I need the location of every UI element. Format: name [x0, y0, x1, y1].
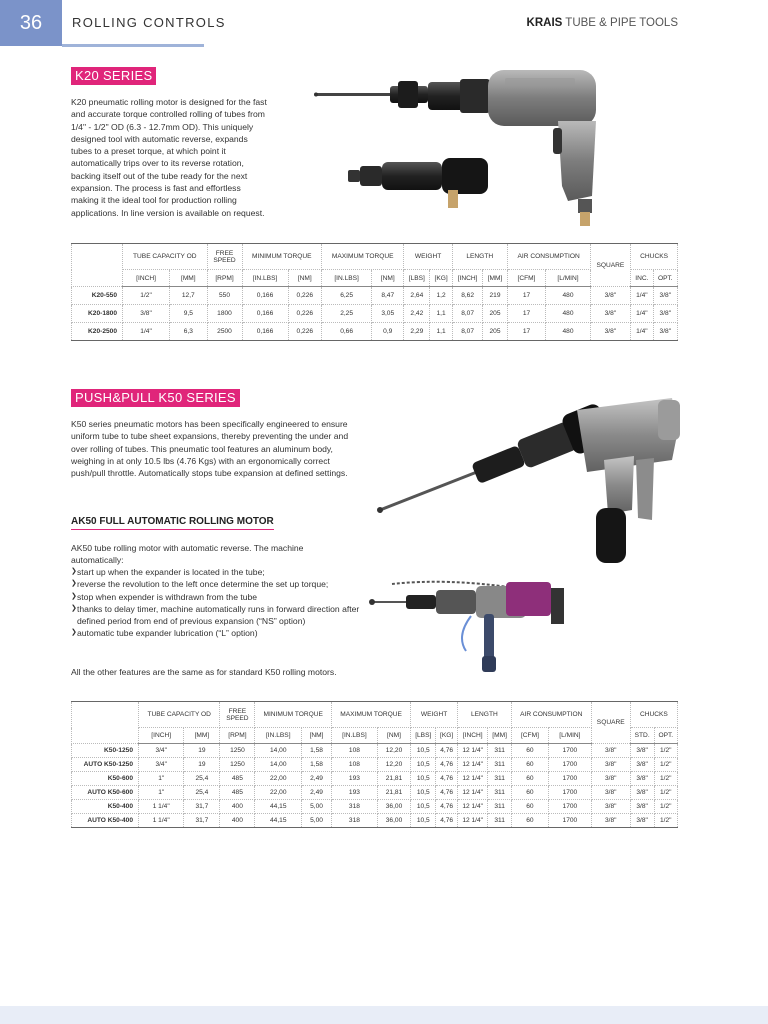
- model-name-cell: K50-400: [72, 800, 139, 814]
- table-cell: 3/8": [590, 323, 631, 341]
- table-cell: 2,29: [404, 323, 430, 341]
- model-name-cell: AUTO K50-400: [72, 814, 139, 828]
- k20-tube-capacity-header: TUBE CAPACITY OD: [123, 244, 208, 270]
- table-cell: 1700: [549, 800, 592, 814]
- table-cell: 3/8": [591, 800, 630, 814]
- ak50-bullet-text: reverse the revolution to the left once determine the set up torque;: [77, 579, 329, 590]
- table-cell: 5,00: [302, 800, 332, 814]
- table-cell: 44,15: [255, 814, 302, 828]
- k20-square-header: SQUARE: [590, 244, 631, 287]
- table-cell: 318: [332, 814, 378, 828]
- table-cell: 0,166: [242, 323, 288, 341]
- k20-unit: [L/MIN]: [546, 270, 590, 287]
- table-cell: 4,76: [436, 772, 458, 786]
- k50-unit: [RPM]: [220, 728, 255, 744]
- table-row: [72, 786, 678, 800]
- table-cell: 14,00: [255, 758, 302, 772]
- k50-free-speed-header: FREE SPEED: [220, 702, 255, 728]
- table-cell: 31,7: [184, 814, 220, 828]
- table-cell: 14,00: [255, 744, 302, 758]
- table-cell: 1/4": [631, 305, 653, 323]
- table-cell: 12 1/4": [457, 772, 488, 786]
- table-cell: 1,58: [302, 758, 332, 772]
- table-cell: 10,5: [411, 758, 436, 772]
- k20-unit: [MM]: [170, 270, 207, 287]
- table-cell: 12,20: [377, 744, 410, 758]
- table-cell: 480: [546, 287, 590, 305]
- k50-tube-capacity-header: TUBE CAPACITY OD: [139, 702, 220, 728]
- table-cell: 36,00: [377, 814, 410, 828]
- table-row: [72, 323, 678, 341]
- k50-air-header: AIR CONSUMPTION: [511, 702, 591, 728]
- table-cell: 25,4: [184, 772, 220, 786]
- table-cell: 2,42: [404, 305, 430, 323]
- k50-unit: [LBS]: [411, 728, 436, 744]
- k20-unit: [CFM]: [507, 270, 546, 287]
- table-cell: 0,226: [288, 305, 322, 323]
- table-cell: 12,20: [377, 758, 410, 772]
- k20-weight-header: WEIGHT: [404, 244, 453, 270]
- k50-unit: [INCH]: [457, 728, 488, 744]
- table-cell: 4,76: [436, 786, 458, 800]
- bullet-icon: ❯: [71, 604, 77, 612]
- table-cell: 311: [488, 758, 511, 772]
- k20-unit: [KG]: [430, 270, 452, 287]
- k50-description: K50 series pneumatic motors has been specifically engineered to ensure uniform tube to tube sheet expansions, thereby preventing the under and over rolling of tubes. This pneumatic tool features an aluminum body, weighing in at only 10.5 lbs (4.76 Kgs) with an ergonomically correct push/pull throttle. Automatically stops tube expansion at defined settings.: [71, 419, 349, 479]
- table-cell: 1800: [207, 305, 242, 323]
- table-cell: 3/4": [139, 758, 184, 772]
- table-cell: 60: [511, 800, 548, 814]
- k20-unit: OPT.: [653, 270, 677, 287]
- bullet-icon: ❯: [71, 580, 77, 588]
- table-cell: 311: [488, 786, 511, 800]
- table-cell: 3/8": [590, 305, 631, 323]
- table-cell: 1,2: [430, 287, 452, 305]
- k50-model-header: [72, 702, 139, 744]
- table-cell: 3/8": [590, 287, 631, 305]
- table-cell: 17: [507, 323, 546, 341]
- table-cell: 3/8": [591, 814, 630, 828]
- table-cell: 19: [184, 744, 220, 758]
- page-number: 36: [0, 0, 62, 46]
- table-cell: 12 1/4": [457, 758, 488, 772]
- table-cell: 1/2": [654, 814, 677, 828]
- list-item: [71, 566, 371, 578]
- k50-unit: [INCH]: [139, 728, 184, 744]
- k20-unit: [IN.LBS]: [322, 270, 372, 287]
- table-cell: 8,07: [452, 305, 483, 323]
- table-cell: 108: [332, 758, 378, 772]
- table-cell: 6,25: [322, 287, 372, 305]
- table-cell: 318: [332, 800, 378, 814]
- table-cell: 3/8": [630, 786, 654, 800]
- k50-tool-image: [372, 390, 688, 568]
- table-cell: 1,58: [302, 744, 332, 758]
- ak50-bullet-list: [71, 566, 371, 640]
- table-cell: 3/8": [630, 800, 654, 814]
- table-cell: 3/8": [630, 772, 654, 786]
- table-cell: 0,226: [288, 323, 322, 341]
- section-title: ROLLING CONTROLS: [72, 15, 226, 30]
- section-underline: [62, 44, 204, 47]
- k50-unit: [MM]: [184, 728, 220, 744]
- list-item: [71, 603, 371, 628]
- table-cell: 10,5: [411, 814, 436, 828]
- table-cell: 4,76: [436, 758, 458, 772]
- model-name-cell: K20-1800: [72, 305, 123, 323]
- model-name-cell: K20-550: [72, 287, 123, 305]
- bullet-icon: ❯: [71, 568, 77, 575]
- table-cell: 205: [483, 305, 507, 323]
- table-cell: 1,1: [430, 305, 452, 323]
- table-cell: 2,64: [404, 287, 430, 305]
- table-cell: 550: [207, 287, 242, 305]
- k20-spec-table: [71, 243, 678, 341]
- table-row: [72, 772, 678, 786]
- table-cell: 8,62: [452, 287, 483, 305]
- table-cell: 6,3: [170, 323, 207, 341]
- table-cell: 311: [488, 800, 511, 814]
- table-cell: 8,07: [452, 323, 483, 341]
- table-cell: 12 1/4": [457, 786, 488, 800]
- ak50-bullet-text: thanks to delay timer, machine automatically runs in forward direction after defined period from end of previous expansion (“NS” option): [77, 603, 360, 627]
- table-cell: 1700: [549, 758, 592, 772]
- table-cell: 1/2": [654, 758, 677, 772]
- table-cell: 1700: [549, 786, 592, 800]
- table-cell: 3/8": [653, 323, 677, 341]
- table-cell: 4,76: [436, 744, 458, 758]
- k20-unit: [INCH]: [123, 270, 170, 287]
- table-cell: 3/8": [591, 786, 630, 800]
- table-row: [72, 800, 678, 814]
- table-cell: 311: [488, 772, 511, 786]
- k20-unit: [LBS]: [404, 270, 430, 287]
- table-cell: 1250: [220, 744, 255, 758]
- brand-label: [527, 17, 678, 29]
- table-cell: 400: [220, 814, 255, 828]
- table-cell: 22,00: [255, 772, 302, 786]
- table-cell: 0,226: [288, 287, 322, 305]
- k50-unit: [NM]: [377, 728, 410, 744]
- table-cell: 2,25: [322, 305, 372, 323]
- table-cell: 1": [139, 772, 184, 786]
- k20-max-torque-header: MAXIMUM TORQUE: [322, 244, 404, 270]
- k50-weight-header: WEIGHT: [411, 702, 458, 728]
- ak50-intro: AK50 tube rolling motor with automatic reverse. The machine automatically:: [71, 543, 304, 566]
- table-cell: 31,7: [184, 800, 220, 814]
- table-cell: 60: [511, 758, 548, 772]
- table-cell: 480: [546, 323, 590, 341]
- table-cell: 1 1/4": [139, 814, 184, 828]
- k50-spec-table: [71, 701, 678, 828]
- table-row: [72, 287, 678, 305]
- table-cell: 3/8": [653, 305, 677, 323]
- model-name-cell: AUTO K50-600: [72, 786, 139, 800]
- table-cell: 60: [511, 786, 548, 800]
- table-cell: 1/2": [654, 744, 677, 758]
- table-cell: 2,49: [302, 772, 332, 786]
- table-cell: 25,4: [184, 786, 220, 800]
- table-cell: 0,166: [242, 305, 288, 323]
- table-cell: 10,5: [411, 786, 436, 800]
- table-cell: 3/8": [630, 744, 654, 758]
- table-cell: 36,00: [377, 800, 410, 814]
- ak50-bullet-text: stop when expender is withdrawn from the tube: [77, 591, 258, 602]
- k50-min-torque-header: MINIMUM TORQUE: [255, 702, 332, 728]
- table-cell: 4,76: [436, 800, 458, 814]
- bullet-icon: ❯: [71, 592, 77, 600]
- table-cell: 17: [507, 305, 546, 323]
- table-cell: 21,81: [377, 772, 410, 786]
- table-cell: 3,05: [372, 305, 404, 323]
- k20-unit: [INCH]: [452, 270, 483, 287]
- table-cell: 2,49: [302, 786, 332, 800]
- table-cell: 485: [220, 772, 255, 786]
- table-cell: 0,9: [372, 323, 404, 341]
- k20-length-header: LENGTH: [452, 244, 507, 270]
- table-cell: 485: [220, 786, 255, 800]
- k20-air-header: AIR CONSUMPTION: [507, 244, 590, 270]
- table-cell: 9,5: [170, 305, 207, 323]
- table-cell: 3/8": [591, 744, 630, 758]
- k50-unit: [KG]: [436, 728, 458, 744]
- table-cell: 3/8": [653, 287, 677, 305]
- table-cell: 205: [483, 323, 507, 341]
- k50-max-torque-header: MAXIMUM TORQUE: [332, 702, 411, 728]
- table-cell: 3/8": [630, 814, 654, 828]
- ak50-tool-image: [366, 576, 566, 676]
- list-item: [71, 578, 371, 590]
- k20-unit: [NM]: [288, 270, 322, 287]
- table-cell: 311: [488, 744, 511, 758]
- k20-unit: INC.: [631, 270, 653, 287]
- model-name-cell: AUTO K50-1250: [72, 758, 139, 772]
- table-cell: 8,47: [372, 287, 404, 305]
- k50-unit: [NM]: [302, 728, 332, 744]
- table-cell: 4,76: [436, 814, 458, 828]
- k50-unit: OPT.: [654, 728, 677, 744]
- table-cell: 10,5: [411, 772, 436, 786]
- k20-description: K20 pneumatic rolling motor is designed for the fast and accurate torque controlled rolling of tubes from 1/4" - 1/2" OD (6.3 - 12.7mm OD). This uniquely designed tool with automatic reverse, expands tubes to a preset torque, at which point it automatically trips over to its reverse rotation, backing itself out of the tube ready for the next expansion. The process is fast and effortless making it the ideal tool for production rolling applications. In line version is available on request.: [71, 97, 267, 218]
- table-cell: 1700: [549, 772, 592, 786]
- table-cell: 1/2": [654, 800, 677, 814]
- table-cell: 1/2": [654, 786, 677, 800]
- table-cell: 0,66: [322, 323, 372, 341]
- k50-chucks-header: CHUCKS: [630, 702, 677, 728]
- table-cell: 19: [184, 758, 220, 772]
- table-cell: 1/2": [123, 287, 170, 305]
- ak50-heading: AK50 FULL AUTOMATIC ROLLING MOTOR: [71, 516, 274, 530]
- table-cell: 108: [332, 744, 378, 758]
- table-cell: 1/4": [631, 323, 653, 341]
- table-cell: 21,81: [377, 786, 410, 800]
- table-cell: 219: [483, 287, 507, 305]
- model-name-cell: K50-600: [72, 772, 139, 786]
- table-cell: 1/4": [123, 323, 170, 341]
- k20-tool-image: [310, 66, 610, 236]
- table-cell: 311: [488, 814, 511, 828]
- table-cell: 1 1/4": [139, 800, 184, 814]
- table-row: [72, 758, 678, 772]
- table-cell: 3/8": [591, 772, 630, 786]
- table-cell: 44,15: [255, 800, 302, 814]
- table-cell: 12 1/4": [457, 800, 488, 814]
- table-cell: 3/8": [630, 758, 654, 772]
- k20-chucks-header: CHUCKS: [631, 244, 678, 270]
- table-cell: 60: [511, 772, 548, 786]
- k50-unit: STD.: [630, 728, 654, 744]
- table-cell: 60: [511, 814, 548, 828]
- k50-unit: [IN.LBS]: [332, 728, 378, 744]
- table-cell: 480: [546, 305, 590, 323]
- table-cell: 193: [332, 786, 378, 800]
- table-cell: 3/4": [139, 744, 184, 758]
- brand-suffix: TUBE & PIPE TOOLS: [562, 17, 678, 29]
- table-cell: 22,00: [255, 786, 302, 800]
- table-row: [72, 305, 678, 323]
- table-cell: 1700: [549, 744, 592, 758]
- table-row: [72, 744, 678, 758]
- table-cell: 1,1: [430, 323, 452, 341]
- table-cell: 1/4": [631, 287, 653, 305]
- k20-min-torque-header: MINIMUM TORQUE: [242, 244, 322, 270]
- table-cell: 1700: [549, 814, 592, 828]
- bullet-icon: ❯: [71, 629, 77, 637]
- table-cell: 12,7: [170, 287, 207, 305]
- k20-unit: [MM]: [483, 270, 507, 287]
- list-item: [71, 591, 371, 603]
- table-cell: 12 1/4": [457, 814, 488, 828]
- k20-free-speed-header: FREE SPEED: [207, 244, 242, 270]
- table-cell: 400: [220, 800, 255, 814]
- ak50-bullet-text: start up when the expander is located in the tube;: [77, 567, 265, 577]
- k50-square-header: SQUARE: [591, 702, 630, 744]
- k50-length-header: LENGTH: [457, 702, 511, 728]
- table-cell: 1/2": [654, 772, 677, 786]
- list-item: [71, 627, 371, 639]
- model-name-cell: K50-1250: [72, 744, 139, 758]
- table-cell: 60: [511, 744, 548, 758]
- brand-name: KRAIS: [526, 17, 563, 29]
- k20-unit: [RPM]: [207, 270, 242, 287]
- table-cell: 10,5: [411, 800, 436, 814]
- table-cell: 3/8": [591, 758, 630, 772]
- table-cell: 12 1/4": [457, 744, 488, 758]
- model-name-cell: K20-2500: [72, 323, 123, 341]
- k20-model-header: [72, 244, 123, 287]
- table-cell: 5,00: [302, 814, 332, 828]
- footer-bar: [0, 1006, 768, 1024]
- table-row: [72, 814, 678, 828]
- k20-series-title: K20 SERIES: [71, 67, 156, 85]
- ak50-footer-note: All the other features are the same as for standard K50 rolling motors.: [71, 667, 337, 677]
- k20-unit: [IN.LBS]: [242, 270, 288, 287]
- table-cell: 2500: [207, 323, 242, 341]
- k50-unit: [MM]: [488, 728, 511, 744]
- table-cell: 10,5: [411, 744, 436, 758]
- table-cell: 193: [332, 772, 378, 786]
- table-cell: 1": [139, 786, 184, 800]
- k50-series-title: PUSH&PULL K50 SERIES: [71, 389, 240, 407]
- table-cell: 3/8": [123, 305, 170, 323]
- k50-unit: [CFM]: [511, 728, 548, 744]
- k50-unit: [L/MIN]: [549, 728, 592, 744]
- k50-unit: [IN.LBS]: [255, 728, 302, 744]
- table-cell: 0,166: [242, 287, 288, 305]
- ak50-bullet-text: automatic tube expander lubrication (“L” option): [77, 628, 258, 639]
- k20-unit: [NM]: [372, 270, 404, 287]
- table-cell: 17: [507, 287, 546, 305]
- table-cell: 1250: [220, 758, 255, 772]
